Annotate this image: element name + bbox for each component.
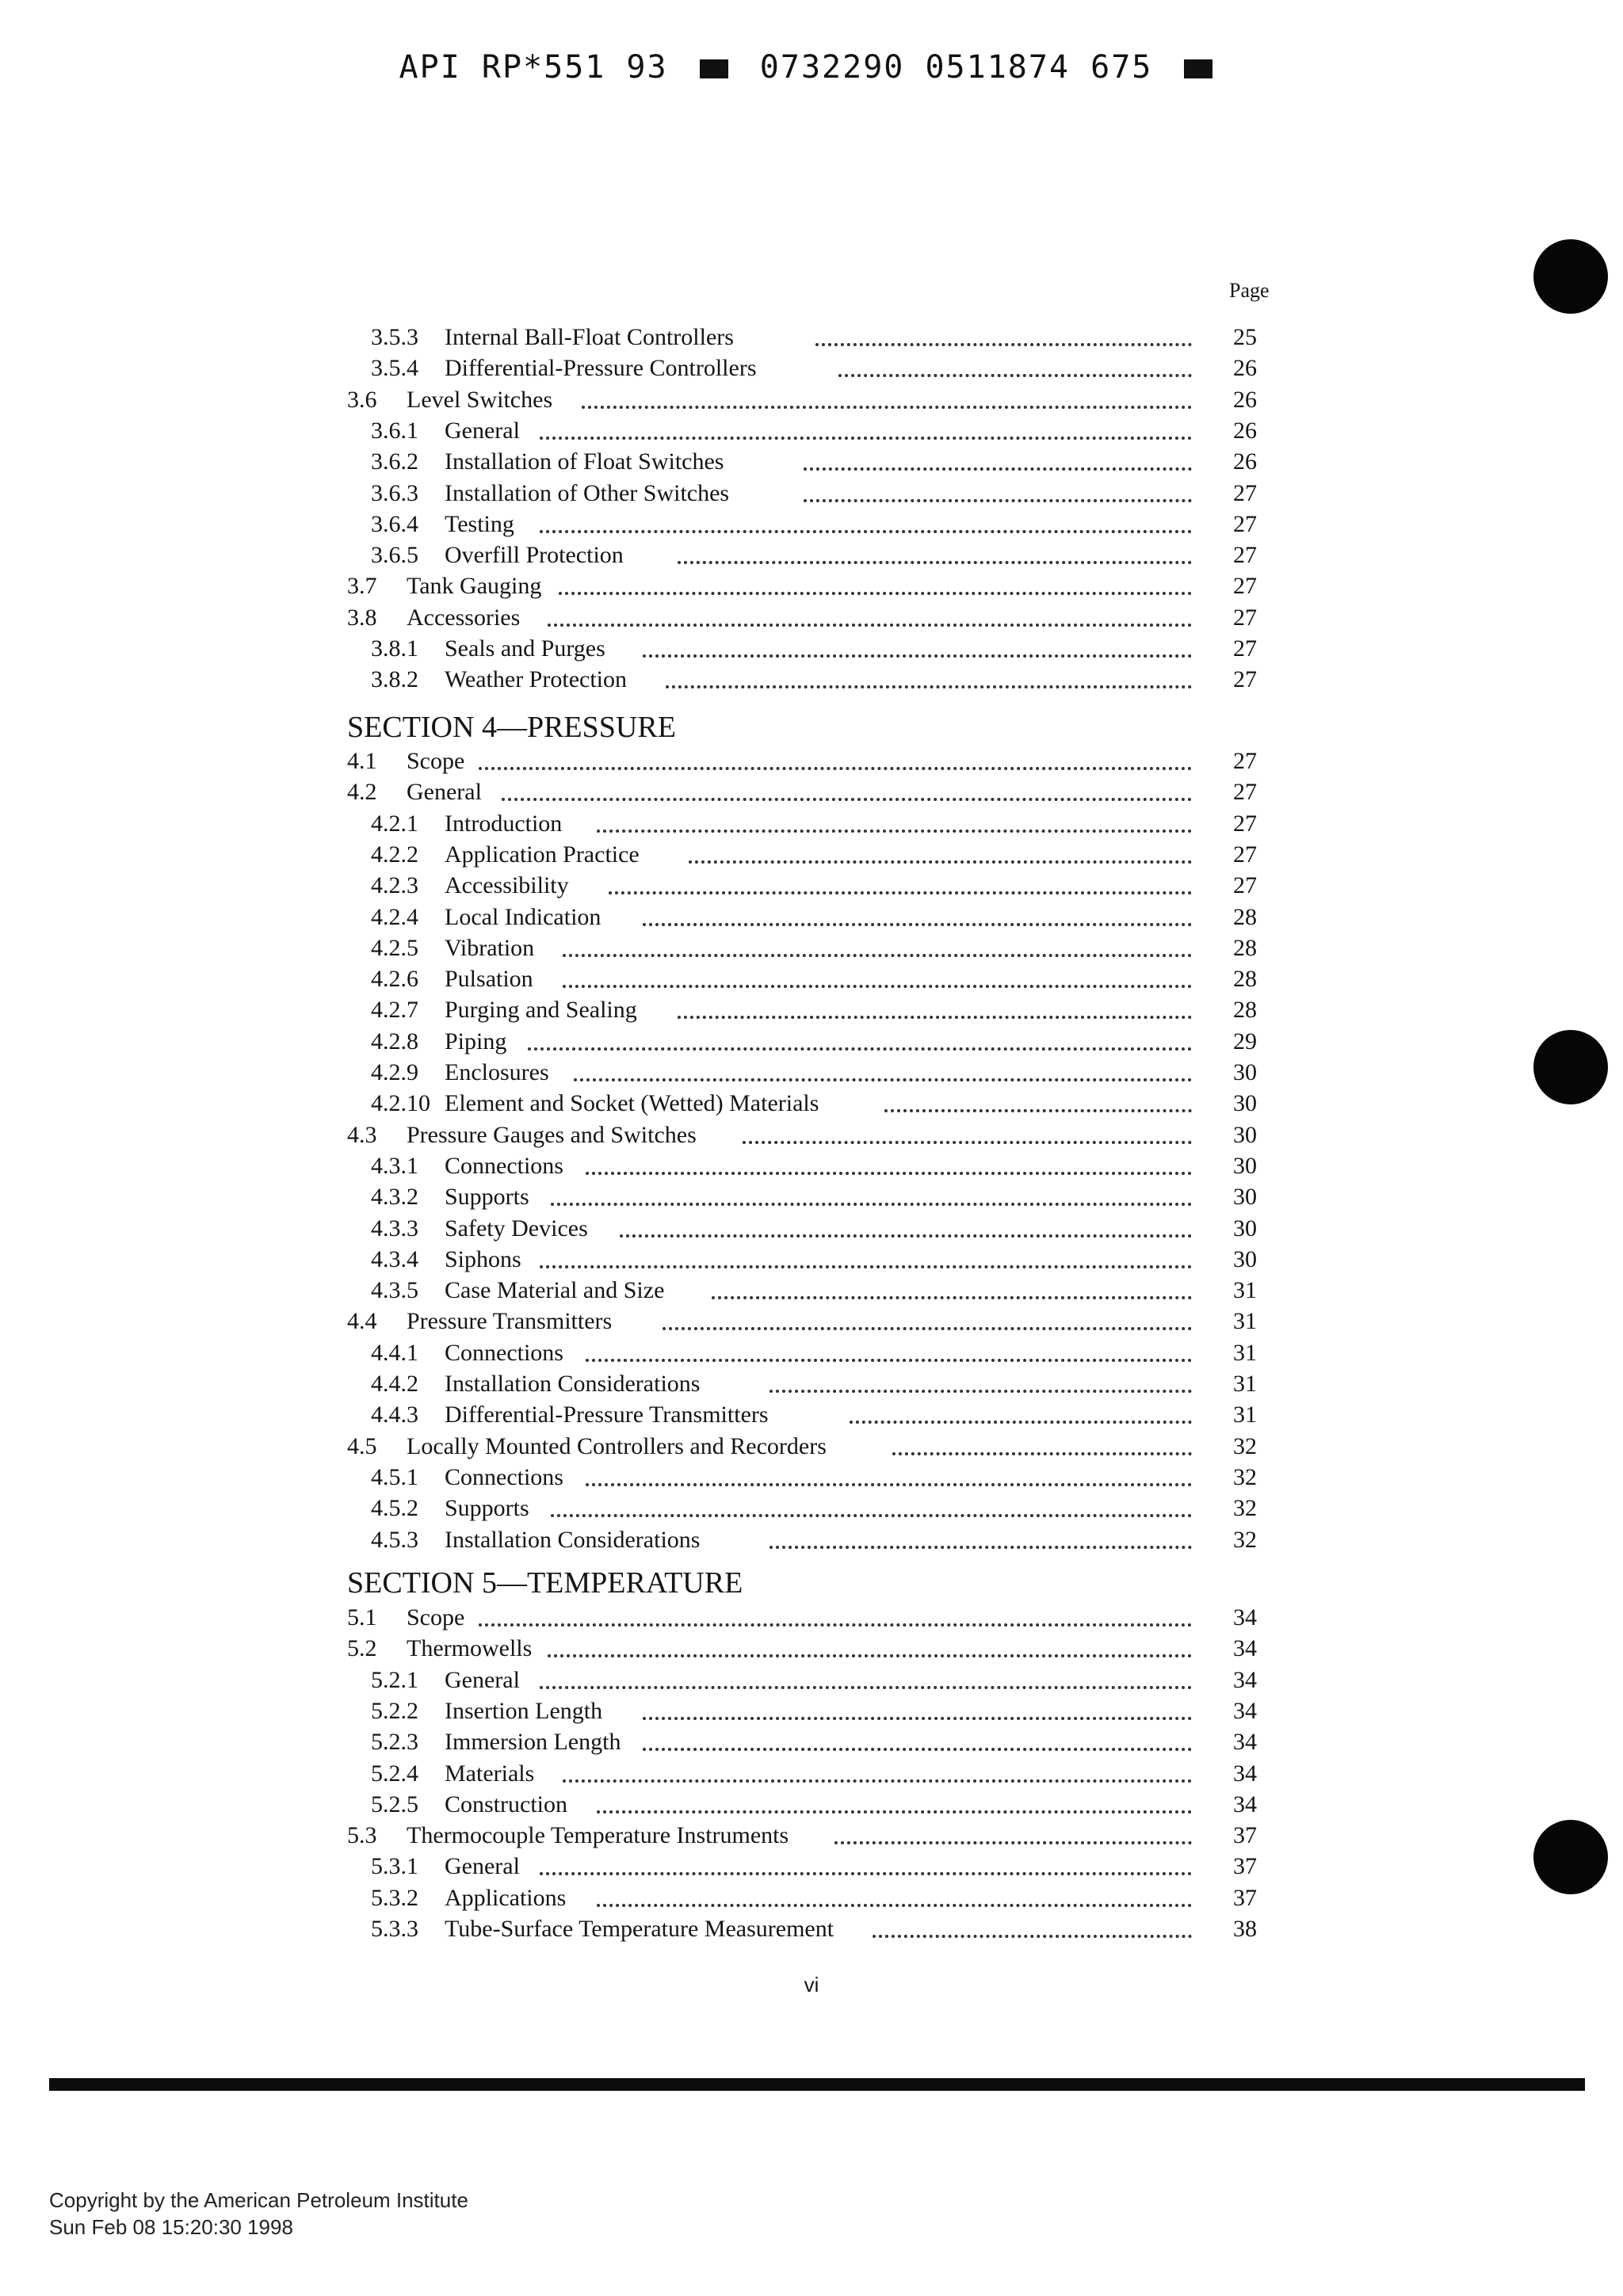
- toc-entry: [347, 602, 1258, 634]
- toc-entry-page: 32: [1233, 1495, 1257, 1521]
- toc-entry: [347, 1913, 1258, 1945]
- toc-entry-title: Connections: [445, 1464, 563, 1490]
- copyright-line: Copyright by the American Petroleum Institute: [49, 2188, 468, 2212]
- toc-entry-title: Connections: [445, 1153, 563, 1179]
- dot-leader: [574, 1078, 1192, 1081]
- toc-entry-number: 4.5.3: [371, 1527, 418, 1553]
- toc-entry-title: Vibration: [445, 935, 535, 961]
- toc-entry: [347, 870, 1258, 902]
- toc-entry-page: 37: [1233, 1822, 1257, 1848]
- dot-leader: [804, 467, 1192, 471]
- toc-entry-number: 4.2.2: [371, 841, 418, 868]
- toc-entry-title: Connections: [445, 1340, 563, 1366]
- toc-entry: [347, 1789, 1258, 1821]
- toc-entry-number: 3.5.4: [371, 355, 418, 381]
- toc-entry-page: 30: [1233, 1153, 1257, 1179]
- toc-entry: [347, 839, 1258, 871]
- toc-entry: [347, 963, 1258, 995]
- toc-entry-number: 4.2.5: [371, 935, 418, 961]
- toc-entry-number: 4.2.3: [371, 872, 418, 898]
- toc-entry-number: 4.2.10: [371, 1090, 430, 1116]
- toc-entry: [347, 1088, 1258, 1119]
- toc-entry-number: 3.8.2: [371, 666, 418, 692]
- toc-entry-page: 27: [1233, 748, 1257, 774]
- toc-entry-number: 5.2.2: [371, 1698, 418, 1724]
- toc-entry-number: 4.2.9: [371, 1059, 418, 1085]
- section-heading: SECTION 5—TEMPERATURE: [347, 1566, 743, 1600]
- toc-entry-page: 30: [1233, 1090, 1257, 1116]
- toc-entry-title: Pulsation: [445, 966, 533, 992]
- toc-entry-title: Seals and Purges: [445, 635, 605, 662]
- toc-entry-title: Pressure Transmitters: [407, 1308, 613, 1334]
- dot-leader: [643, 1717, 1192, 1720]
- toc-entry-title: Tube-Surface Temperature Measurement: [445, 1916, 834, 1942]
- toc-entry-title: Siphons: [445, 1246, 521, 1272]
- toc-entry: [347, 1851, 1258, 1882]
- toc-entry-number: 3.6.3: [371, 480, 418, 506]
- dot-leader: [563, 1779, 1192, 1783]
- dot-leader: [743, 1141, 1192, 1144]
- toc-entry-page: 26: [1233, 448, 1257, 475]
- toc-entry-number: 4.4.1: [371, 1340, 418, 1366]
- dot-leader: [540, 530, 1192, 533]
- toc-entry: [347, 1026, 1258, 1058]
- toc-entry: [347, 1493, 1258, 1524]
- toc-entry: [347, 1119, 1258, 1151]
- toc-entry-page: 28: [1233, 997, 1257, 1023]
- toc-entry-page: 32: [1233, 1464, 1257, 1490]
- copyright-notice: [49, 2187, 468, 2241]
- toc-entry-page: 32: [1233, 1433, 1257, 1459]
- toc-entry-title: Supports: [445, 1184, 529, 1210]
- toc-entry-number: 4.2.8: [371, 1028, 418, 1055]
- toc-entry-title: Enclosures: [445, 1059, 549, 1085]
- toc-entry: [347, 446, 1258, 478]
- toc-entry-number: 4.3.4: [371, 1246, 418, 1272]
- dot-leader: [563, 954, 1192, 957]
- toc-entry-title: Local Indication: [445, 904, 601, 930]
- toc-entry: [347, 384, 1258, 416]
- toc-entry-title: Thermowells: [407, 1635, 533, 1661]
- dot-leader: [892, 1452, 1192, 1455]
- toc-entry-title: Locally Mounted Controllers and Recorders: [407, 1433, 827, 1459]
- toc-entry-title: General: [407, 779, 482, 805]
- toc-entry-number: 4.5.2: [371, 1495, 418, 1521]
- dot-leader: [804, 499, 1192, 502]
- dot-leader: [597, 1810, 1192, 1814]
- toc-entry-title: Internal Ball-Float Controllers: [445, 324, 734, 350]
- toc-entry: [347, 902, 1258, 933]
- toc-entry-number: 4.4.3: [371, 1402, 418, 1428]
- toc-entry-number: 4.3.3: [371, 1215, 418, 1241]
- toc-entry-title: Differential-Pressure Transmitters: [445, 1402, 769, 1428]
- toc-entry: [347, 1726, 1258, 1758]
- toc-entry: [347, 353, 1258, 384]
- toc-entry-title: General: [445, 1853, 520, 1879]
- toc-entry-number: 3.6.1: [371, 418, 418, 444]
- toc-entry: [347, 776, 1258, 808]
- toc-entry-title: Installation of Float Switches: [445, 448, 724, 475]
- toc-entry-title: Installation Considerations: [445, 1371, 701, 1397]
- toc-entry: [347, 1181, 1258, 1213]
- dot-leader: [769, 1390, 1192, 1393]
- toc-entry-number: 3.8.1: [371, 635, 418, 662]
- toc-entry-number: 5.3: [347, 1822, 377, 1848]
- toc-entry: [347, 1368, 1258, 1400]
- toc-entry-page: 30: [1233, 1184, 1257, 1210]
- toc-entry-title: Materials: [445, 1760, 535, 1787]
- toc-entry-page: 27: [1233, 779, 1257, 805]
- toc-entry-title: Piping: [445, 1028, 507, 1055]
- dot-leader: [678, 1016, 1192, 1019]
- dot-leader: [479, 767, 1192, 770]
- section-heading: SECTION 4—PRESSURE: [347, 711, 676, 744]
- toc-entry-page: 26: [1233, 418, 1257, 444]
- footer-rule: [49, 2078, 1585, 2091]
- toc-entry-title: Safety Devices: [445, 1215, 588, 1241]
- dot-leader: [586, 1359, 1192, 1362]
- toc-entry-title: Testing: [445, 511, 514, 537]
- toc-entry-page: 34: [1233, 1667, 1257, 1693]
- toc-entry-title: Applications: [445, 1885, 567, 1911]
- toc-entry-title: General: [445, 1667, 520, 1693]
- dot-leader: [548, 1654, 1192, 1657]
- toc-entry-page: 31: [1233, 1277, 1257, 1303]
- dot-leader: [643, 654, 1192, 658]
- toc-entry: [347, 415, 1258, 447]
- toc-entry-number: 4.5: [347, 1433, 377, 1459]
- toc-entry-title: General: [445, 418, 520, 444]
- toc-entry-number: 4.2: [347, 779, 377, 805]
- toc-entry: [347, 1275, 1258, 1306]
- toc-entry-page: 27: [1233, 480, 1257, 506]
- toc-entry-number: 5.3.1: [371, 1853, 418, 1879]
- toc-entry-number: 3.7: [347, 573, 377, 599]
- dot-leader: [582, 406, 1192, 409]
- page-column-label: Page: [1229, 279, 1270, 302]
- dot-leader: [597, 830, 1192, 833]
- toc-entry-page: 27: [1233, 605, 1257, 631]
- toc-entry-title: Insertion Length: [445, 1698, 603, 1724]
- toc-entry-number: 4.4: [347, 1308, 377, 1334]
- dot-leader: [540, 437, 1192, 440]
- toc-entry-title: Installation of Other Switches: [445, 480, 730, 506]
- toc-entry-title: Scope: [407, 1604, 465, 1630]
- toc-entry-number: 3.6.2: [371, 448, 418, 475]
- dot-leader: [815, 343, 1192, 346]
- toc-entry-page: 31: [1233, 1340, 1257, 1366]
- toc-entry: [347, 1602, 1258, 1634]
- toc-entry-title: Supports: [445, 1495, 529, 1521]
- toc-entry: [347, 994, 1258, 1026]
- toc-entry-page: 32: [1233, 1527, 1257, 1553]
- toc-entry-number: 5.1: [347, 1604, 377, 1630]
- toc-entry-page: 25: [1233, 324, 1257, 350]
- toc-entry-title: Accessories: [407, 605, 521, 631]
- toc-entry: [347, 933, 1258, 964]
- dot-leader: [540, 1686, 1192, 1689]
- dot-leader: [834, 1841, 1192, 1844]
- toc-entry: [347, 1633, 1258, 1665]
- dot-leader: [620, 1234, 1192, 1238]
- dot-leader: [678, 561, 1192, 564]
- toc-entry: [347, 1150, 1258, 1182]
- toc-entry-page: 27: [1233, 573, 1257, 599]
- page-folio: vi: [804, 1973, 819, 1997]
- toc-entry-page: 27: [1233, 635, 1257, 662]
- toc-entry: [347, 478, 1258, 509]
- toc-entry-page: 34: [1233, 1760, 1257, 1787]
- toc-entry-number: 4.2.6: [371, 966, 418, 992]
- dot-leader: [559, 592, 1192, 595]
- dot-leader: [540, 1265, 1192, 1268]
- toc-entry-number: 4.3.1: [371, 1153, 418, 1179]
- dot-leader: [873, 1935, 1192, 1938]
- toc-entry-number: 5.2.3: [371, 1729, 418, 1755]
- toc-entry-page: 34: [1233, 1729, 1257, 1755]
- toc-entry-page: 28: [1233, 935, 1257, 961]
- toc-entry-title: Scope: [407, 748, 465, 774]
- toc-entry-title: Thermocouple Temperature Instruments: [407, 1822, 789, 1848]
- toc-entry-page: 34: [1233, 1604, 1257, 1630]
- toc-entry: [347, 746, 1258, 777]
- toc-entry-page: 38: [1233, 1916, 1257, 1942]
- toc-entry-number: 4.1: [347, 748, 377, 774]
- dot-leader: [597, 1904, 1192, 1907]
- toc-entry-number: 5.2.5: [371, 1791, 418, 1817]
- toc-entry-title: Construction: [445, 1791, 567, 1817]
- toc-entry: [347, 540, 1258, 571]
- toc-entry: [347, 1882, 1258, 1914]
- toc-entry: [347, 570, 1258, 602]
- dot-leader: [563, 985, 1192, 988]
- dot-leader: [712, 1296, 1192, 1299]
- dot-leader: [884, 1109, 1192, 1112]
- dot-leader: [643, 923, 1192, 926]
- dot-leader: [838, 374, 1192, 377]
- toc-entry-number: 4.5.1: [371, 1464, 418, 1490]
- toc-entry-number: 4.3.5: [371, 1277, 418, 1303]
- dot-leader: [586, 1172, 1192, 1175]
- dot-leader: [666, 685, 1192, 688]
- toc-entry: [347, 1820, 1258, 1852]
- toc-entry-number: 3.5.3: [371, 324, 418, 350]
- toc-entry-title: Purging and Sealing: [445, 997, 637, 1023]
- toc-entry-number: 4.2.7: [371, 997, 418, 1023]
- dot-leader: [479, 1623, 1192, 1627]
- toc-entry-number: 5.2.4: [371, 1760, 418, 1787]
- toc-entry-page: 31: [1233, 1308, 1257, 1334]
- toc-entry-page: 26: [1233, 387, 1257, 413]
- toc-entry-page: 27: [1233, 542, 1257, 568]
- toc-entry-number: 5.3.3: [371, 1916, 418, 1942]
- toc-entry-page: 26: [1233, 355, 1257, 381]
- toc-entry-page: 28: [1233, 966, 1257, 992]
- toc-entry: [347, 1399, 1258, 1431]
- toc-entry-number: 4.3: [347, 1122, 377, 1148]
- toc-entry-page: 27: [1233, 666, 1257, 692]
- toc-entry-page: 34: [1233, 1791, 1257, 1817]
- toc-entry: [347, 1057, 1258, 1089]
- toc-entry-number: 4.4.2: [371, 1371, 418, 1397]
- toc-entry: [347, 808, 1258, 840]
- toc-entry-page: 30: [1233, 1122, 1257, 1148]
- dot-leader: [769, 1546, 1192, 1549]
- dot-leader: [548, 624, 1192, 627]
- toc-entry-title: Tank Gauging: [407, 573, 542, 599]
- toc-entry: [347, 509, 1258, 540]
- toc-entry-title: Pressure Gauges and Switches: [407, 1122, 697, 1148]
- dot-leader: [689, 860, 1192, 864]
- toc-entry: [347, 1665, 1258, 1696]
- toc-entry-title: Level Switches: [407, 387, 553, 413]
- toc-entry-number: 5.3.2: [371, 1885, 418, 1911]
- header-code-left: API RP*551 93: [399, 49, 668, 86]
- toc-entry-number: 4.2.1: [371, 810, 418, 837]
- toc-entry-page: 31: [1233, 1371, 1257, 1397]
- toc-entry: [347, 1337, 1258, 1369]
- dot-leader: [643, 1748, 1192, 1751]
- toc-entry: [347, 1462, 1258, 1493]
- toc-entry: [347, 1306, 1258, 1337]
- toc-entry-title: Accessibility: [445, 872, 569, 898]
- dot-leader: [551, 1203, 1192, 1206]
- header-code-right: 0732290 0511874 675: [759, 49, 1153, 86]
- toc-entry-page: 30: [1233, 1246, 1257, 1272]
- toc-entry-page: 37: [1233, 1885, 1257, 1911]
- toc-entry-page: 27: [1233, 841, 1257, 868]
- toc-entry: [347, 1695, 1258, 1727]
- toc-entry-number: 3.6: [347, 387, 377, 413]
- toc-entry-number: 3.6.4: [371, 511, 418, 537]
- toc-entry-page: 31: [1233, 1402, 1257, 1428]
- toc-entry-title: Immersion Length: [445, 1729, 621, 1755]
- toc-entry-title: Case Material and Size: [445, 1277, 665, 1303]
- toc-entry-title: Element and Socket (Wetted) Materials: [445, 1090, 819, 1116]
- toc-entry-page: 34: [1233, 1698, 1257, 1724]
- toc-entry-title: Differential-Pressure Controllers: [445, 355, 757, 381]
- toc-entry: [347, 1431, 1258, 1463]
- toc-entry: [347, 322, 1258, 353]
- dot-leader: [663, 1327, 1192, 1330]
- dot-leader: [586, 1483, 1192, 1486]
- toc-entry-page: 29: [1233, 1028, 1257, 1055]
- dot-leader: [551, 1514, 1192, 1517]
- toc-entry-page: 30: [1233, 1215, 1257, 1241]
- toc-entry-page: 28: [1233, 904, 1257, 930]
- dot-leader: [528, 1047, 1192, 1051]
- toc-entry-number: 5.2.1: [371, 1667, 418, 1693]
- toc-entry-title: Weather Protection: [445, 666, 627, 692]
- toc-entry: [347, 1244, 1258, 1276]
- toc-entry-number: 4.3.2: [371, 1184, 418, 1210]
- dot-leader: [502, 798, 1192, 801]
- toc-entry-page: 30: [1233, 1059, 1257, 1085]
- toc-entry: [347, 633, 1258, 665]
- toc-entry-title: Installation Considerations: [445, 1527, 701, 1553]
- toc-entry-title: Application Practice: [445, 841, 640, 868]
- toc-entry-number: 3.8: [347, 605, 377, 631]
- toc-entry-number: 4.2.4: [371, 904, 418, 930]
- toc-entry: [347, 1524, 1258, 1556]
- toc-entry: [347, 1213, 1258, 1245]
- toc-entry: [347, 664, 1258, 696]
- toc-entry-page: 27: [1233, 810, 1257, 837]
- toc-entry-page: 34: [1233, 1635, 1257, 1661]
- toc-entry-page: 27: [1233, 872, 1257, 898]
- toc-entry-title: Overfill Protection: [445, 542, 624, 568]
- dot-leader: [540, 1872, 1192, 1875]
- toc-entry-title: Introduction: [445, 810, 563, 837]
- dot-leader: [609, 891, 1192, 894]
- toc-entry-page: 27: [1233, 511, 1257, 537]
- toc-entry-page: 37: [1233, 1853, 1257, 1879]
- toc-entry-number: 5.2: [347, 1635, 377, 1661]
- dot-leader: [850, 1421, 1192, 1424]
- timestamp-line: Sun Feb 08 15:20:30 1998: [49, 2215, 293, 2239]
- toc-entry-number: 3.6.5: [371, 542, 418, 568]
- toc-entry: [347, 1758, 1258, 1790]
